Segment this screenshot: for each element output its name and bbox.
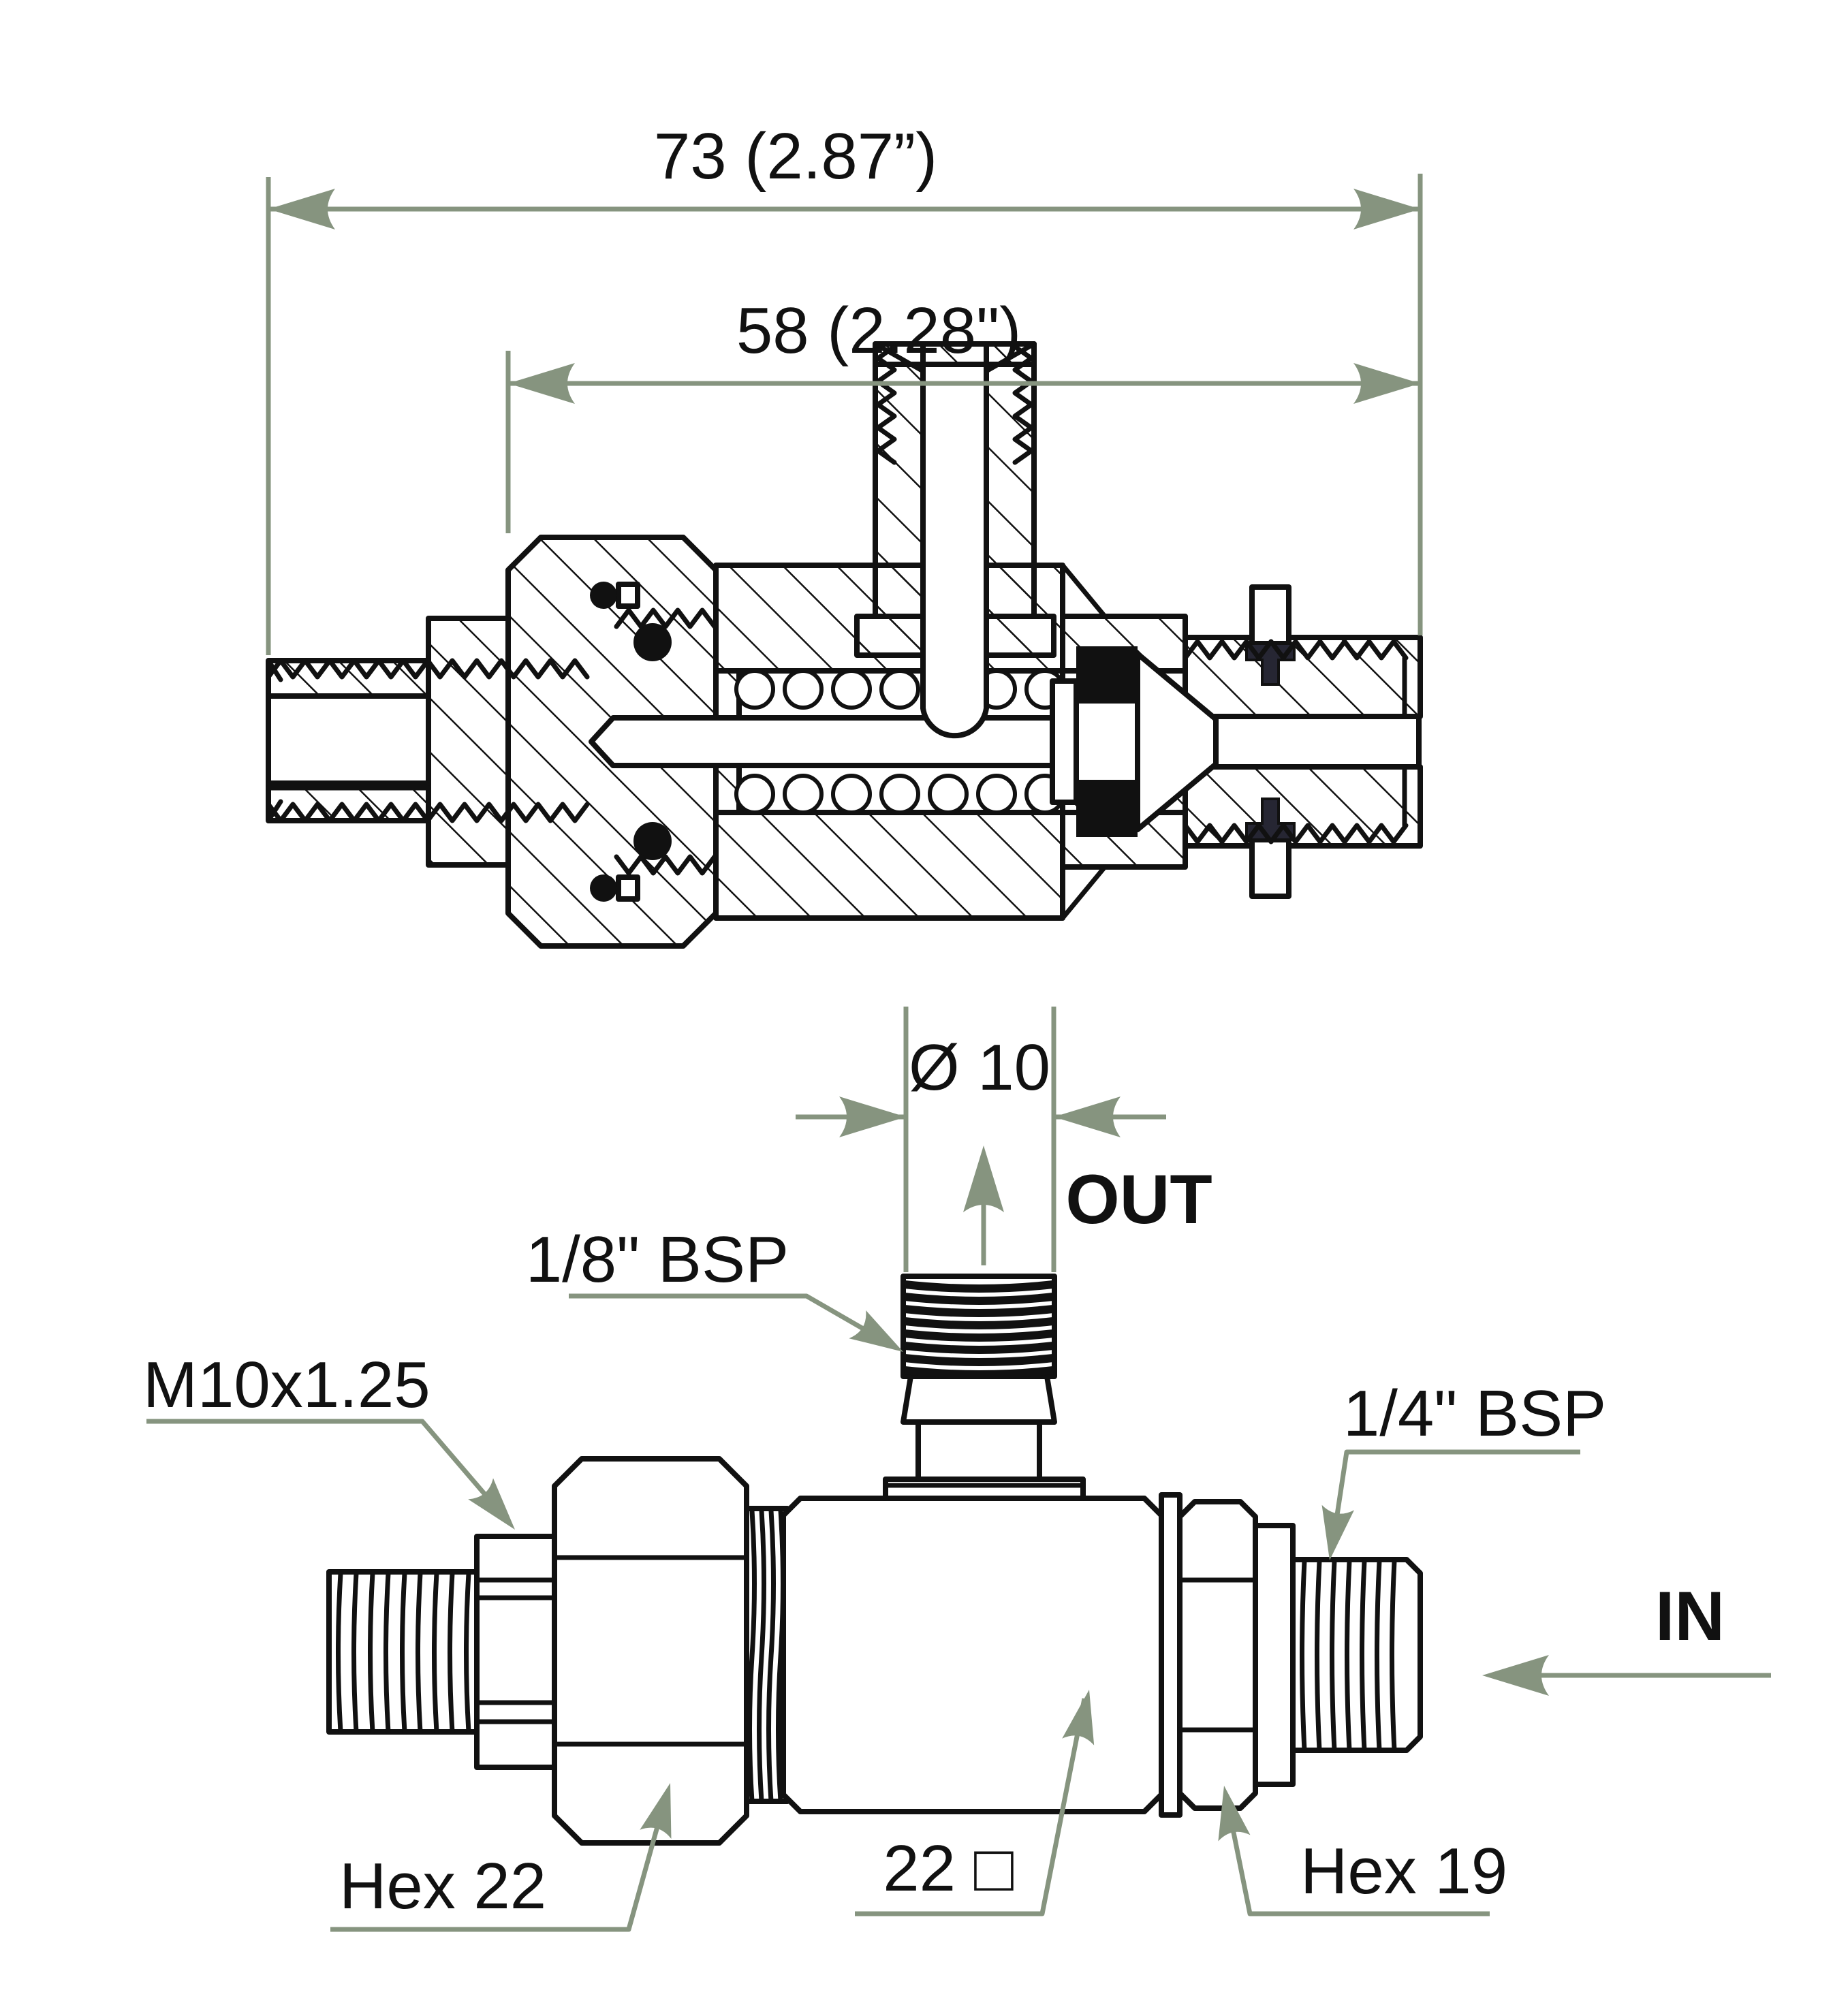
ext-stud-m10 xyxy=(329,1572,477,1732)
hex22-label: Hex 22 xyxy=(339,1850,547,1923)
dim-body-text: 58 (2.28") xyxy=(736,294,1022,367)
dim-overall-text: 73 (2.87”) xyxy=(653,120,938,193)
hex19-label: Hex 19 xyxy=(1300,1835,1508,1908)
body-square-label: 22 □ xyxy=(883,1832,1014,1905)
ext-hex19-nut xyxy=(1180,1502,1255,1808)
ext-hex22-nut xyxy=(554,1459,747,1843)
section-outlet-bore xyxy=(923,364,986,736)
ext-body xyxy=(783,1498,1161,1812)
ext-inlet-thread xyxy=(1293,1560,1420,1750)
section-inlet-bore xyxy=(1216,716,1419,767)
poppet-seal-top xyxy=(1076,646,1138,701)
outlet-thread-label: 1/8" BSP xyxy=(525,1223,789,1296)
section-collar xyxy=(428,618,508,865)
poppet-seal-bottom xyxy=(1076,783,1138,837)
out-label: OUT xyxy=(1065,1161,1212,1238)
section-left-stud xyxy=(268,661,428,821)
dim-diameter-text: Ø 10 xyxy=(908,1031,1051,1104)
ext-washer xyxy=(1161,1495,1180,1815)
ext-collar xyxy=(477,1536,554,1767)
inlet-thread-label: 1/4" BSP xyxy=(1343,1377,1607,1450)
left-thread-label: M10x1.25 xyxy=(143,1348,430,1421)
in-label: IN xyxy=(1655,1577,1725,1655)
ext-plate xyxy=(1255,1526,1293,1784)
